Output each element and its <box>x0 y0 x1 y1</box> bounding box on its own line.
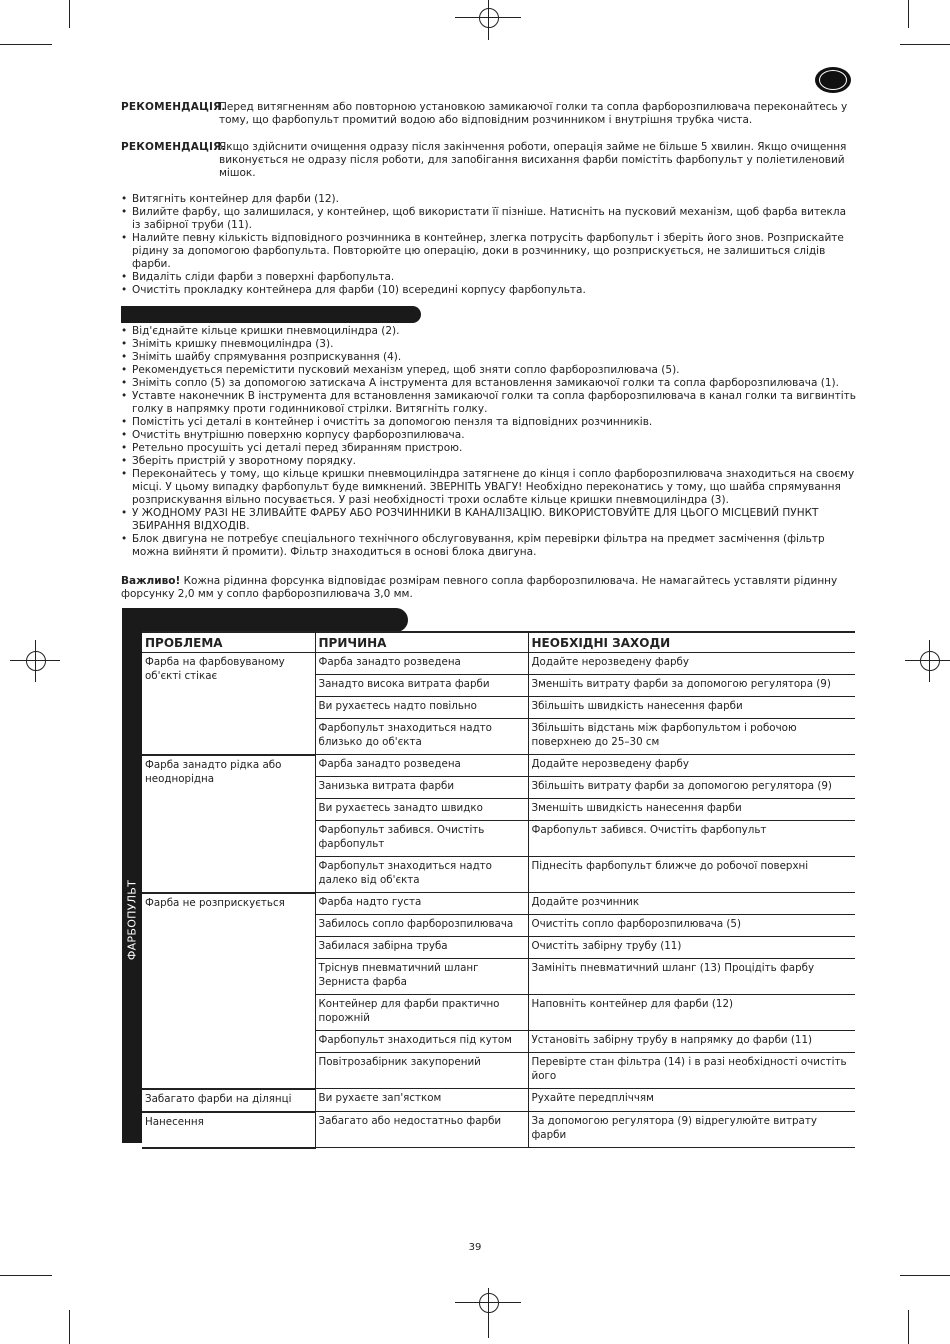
list-item: • Очистіть прокладку контейнера для фарби (10) всередині корпусу фарбопульта. <box>121 284 856 297</box>
column-header-problem: ПРОБЛЕМА <box>142 632 315 653</box>
important-text: Кожна рідинна форсунка відповідає розмірам певного сопла фарборозпилювача. Не намагайтесь уставляти рідинну форсунку 2,0 мм у сопло фарборозпилювача 3,0 мм. <box>121 575 838 600</box>
action-cell: За допомогою регулятора (9) відрегулюйте витрату фарби <box>528 1112 855 1148</box>
cause-cell: Забилось сопло фарборозпилювача <box>315 915 528 937</box>
list-item: • Налийте певну кількість відповідного розчинника в контейнер, злегка потрусіть фарбопульт і зберіть його знов. Розприскайте рідину за допомогою фарбопульта. Повторюйте цю операцію, доки в розчиннику, що розприскується, не залишиться слідів фарби. <box>121 232 856 271</box>
list-item: • Зніміть кришку пневмоциліндра (3). <box>121 338 856 351</box>
cause-cell: Фарбопульт знаходиться під кутом <box>315 1031 528 1053</box>
action-cell: Очистіть забірну трубу (11) <box>528 937 855 959</box>
crop-mark <box>900 1275 950 1276</box>
action-cell: Піднесіть фарбопульт ближче до робочої поверхні <box>528 857 855 893</box>
cause-cell: Ви рухаєтесь занадто швидко <box>315 799 528 821</box>
crop-mark <box>900 44 950 45</box>
crop-mark <box>908 1310 909 1344</box>
side-tab-label: ФАРБОПУЛЬТ <box>125 879 139 961</box>
list-item: • Витягніть контейнер для фарби (12). <box>121 193 856 206</box>
problem-cell: Фарба на фарбовуваному об'єкті стікає <box>142 653 315 755</box>
list-item: • Блок двигуна не потребує спеціального технічного обслуговування, крім перевірки фільтра на предмет засмічення (фільтр можна вийняти й промити). Фільтр знаходиться в основі блока двигуна. <box>121 533 856 559</box>
action-cell: Збільшіть швидкість нанесення фарби <box>528 697 855 719</box>
action-cell: Фарбопульт забився. Очистіть фарбопульт <box>528 821 855 857</box>
list-item: • Очистіть внутрішню поверхню корпусу фарборозпилювача. <box>121 429 856 442</box>
action-cell: Додайте нерозведену фарбу <box>528 755 855 777</box>
action-cell: Зменшіть витрату фарби за допомогою регулятора (9) <box>528 675 855 697</box>
list-item: • Помістіть усі деталі в контейнер і очистіть за допомогою пензля та відповідних розчинників. <box>121 416 856 429</box>
table-row <box>142 653 855 675</box>
cause-cell: Занадто висока витрата фарби <box>315 675 528 697</box>
crop-mark <box>0 44 52 45</box>
cause-cell: Ви рухаєтесь надто повільно <box>315 697 528 719</box>
action-cell: Додайте нерозведену фарбу <box>528 653 855 675</box>
language-badge-icon <box>815 67 851 93</box>
recommendation-1 <box>121 101 856 127</box>
cause-cell: Забагато або недостатньо фарби <box>315 1112 528 1148</box>
action-cell: Зменшіть швидкість нанесення фарби <box>528 799 855 821</box>
problem-cell: Нанесення <box>142 1112 315 1148</box>
table-header-row <box>142 632 855 653</box>
problem-cell: Забагато фарби на ділянці <box>142 1089 315 1112</box>
page-number: 39 <box>468 1242 482 1253</box>
action-cell: Збільшіть відстань між фарбопультом і робочою поверхнею до 25–30 см <box>528 719 855 755</box>
action-cell: Рухайте передпліччям <box>528 1089 855 1112</box>
table-row <box>142 1089 855 1112</box>
problem-cell: Фарба не розприскується <box>142 893 315 1089</box>
cause-cell: Фарба надто густа <box>315 893 528 915</box>
problem-cell: Фарба занадто рідка або неоднорідна <box>142 755 315 893</box>
section-header-bar <box>122 608 408 632</box>
recommendation-text: Якщо здійснити очищення одразу після закінчення роботи, операція займе не більше 5 хвилин. Якщо очищення виконується не одразу після роботи, для запобігання висихання фарби помістіть фарбопульт у поліетиленовий мішок. <box>219 141 847 179</box>
cause-cell: Фарбопульт забився. Очистіть фарбопульт <box>315 821 528 857</box>
cause-cell: Тріснув пневматичний шланг Зерниста фарба <box>315 959 528 995</box>
cause-cell: Фарбопульт знаходиться надто близько до об'єкта <box>315 719 528 755</box>
cleaning-steps-list <box>121 193 856 297</box>
important-note <box>121 575 856 601</box>
column-header-cause: ПРИЧИНА <box>315 632 528 653</box>
cause-cell: Фарбопульт знаходиться надто далеко від об'єкта <box>315 857 528 893</box>
action-cell: Замініть пневматичний шланг (13) Процідіть фарбу <box>528 959 855 995</box>
list-item: • Уставте наконечник B інструмента для встановлення замикаючої голки та сопла фарборозпилювача в канал голки та вигвинтіть голку в напрямку проти годинникової стрілки. Витягніть голку. <box>121 390 856 416</box>
action-cell: Наповніть контейнер для фарби (12) <box>528 995 855 1031</box>
cause-cell: Фарба занадто розведена <box>315 755 528 777</box>
list-item: • Зберіть пристрій у зворотному порядку. <box>121 455 856 468</box>
list-item: • Переконайтесь у тому, що кільце кришки пневмоциліндра затягнене до кінця і сопло фарборозпилювача знаходиться на своєму місці. У цьому випадку фарбопульт буде вимкнений. ЗВЕРНІТЬ УВАГУ! Необхідно переконатись у тому, що шайба спрямування розприскування вільно посувається. У разі необхідності трохи ослабте кільце кришки пневмоциліндра (3). <box>121 468 856 507</box>
recommendation-text: Перед витягненням або повторною установкою замикаючої голки та сопла фарборозпилювача переконайтесь у тому, що фарбопульт промитий водою або відповідним розчинником і внутрішня трубка чиста. <box>219 101 848 126</box>
list-item: • Вилийте фарбу, що залишилася, у контейнер, щоб використати її пізніше. Натисніть на пусковий механізм, щоб фарба витекла із забірної труби (11). <box>121 206 856 232</box>
action-cell: Установіть забірну трубу в напрямку до фарби (11) <box>528 1031 855 1053</box>
disassembly-steps-list <box>121 325 856 559</box>
action-cell: Збільшіть витрату фарби за допомогою регулятора (9) <box>528 777 855 799</box>
recommendation-2 <box>121 141 856 180</box>
list-item: • Зніміть шайбу спрямування розприскування (4). <box>121 351 856 364</box>
crop-mark <box>69 0 70 28</box>
table-row <box>142 1112 855 1148</box>
cause-cell: Фарба занадто розведена <box>315 653 528 675</box>
table-row <box>142 893 855 915</box>
important-label: Важливо! <box>121 575 181 587</box>
list-item: • У ЖОДНОМУ РАЗІ НЕ ЗЛИВАЙТЕ ФАРБУ АБО РОЗЧИННИКИ В КАНАЛІЗАЦІЮ. ВИКОРИСТОВУЙТЕ ДЛЯ ЦЬОГО МІСЦЕВИЙ ПУНКТ ЗБИРАННЯ ВІДХОДІВ. <box>121 507 856 533</box>
action-cell: Перевірте стан фільтра (14) і в разі необхідності очистіть його <box>528 1053 855 1089</box>
action-cell: Додайте розчинник <box>528 893 855 915</box>
list-item: • Рекомендується перемістити пусковий механізм уперед, щоб зняти сопло фарборозпилювача (5). <box>121 364 856 377</box>
cause-cell: Контейнер для фарби практично порожній <box>315 995 528 1031</box>
recommendation-label: РЕКОМЕНДАЦІЯ. <box>121 141 226 153</box>
cause-cell: Забилася забірна труба <box>315 937 528 959</box>
list-item: • Від'єднайте кільце кришки пневмоциліндра (2). <box>121 325 856 338</box>
crop-mark <box>69 1310 70 1344</box>
list-item: • Зніміть сопло (5) за допомогою затискача A інструмента для встановлення замикаючої голки та сопла фарборозпилювача (1). <box>121 377 856 390</box>
action-cell: Очистіть сопло фарборозпилювача (5) <box>528 915 855 937</box>
list-item: • Ретельно просушіть усі деталі перед збиранням пристрою. <box>121 442 856 455</box>
crop-mark <box>908 0 909 28</box>
cause-cell: Ви рухаєте зап'ястком <box>315 1089 528 1112</box>
recommendation-label: РЕКОМЕНДАЦІЯ. <box>121 101 226 113</box>
cause-cell: Занизька витрата фарби <box>315 777 528 799</box>
table-row <box>142 755 855 777</box>
section-header-bar <box>121 306 421 323</box>
list-item: • Видаліть сліди фарби з поверхні фарбопульта. <box>121 271 856 284</box>
column-header-action: НЕОБХІДНІ ЗАХОДИ <box>528 632 855 653</box>
cause-cell: Повітрозабірник закупорений <box>315 1053 528 1089</box>
crop-mark <box>0 1275 52 1276</box>
table-body <box>142 653 855 1148</box>
troubleshooting-table <box>142 631 855 1149</box>
